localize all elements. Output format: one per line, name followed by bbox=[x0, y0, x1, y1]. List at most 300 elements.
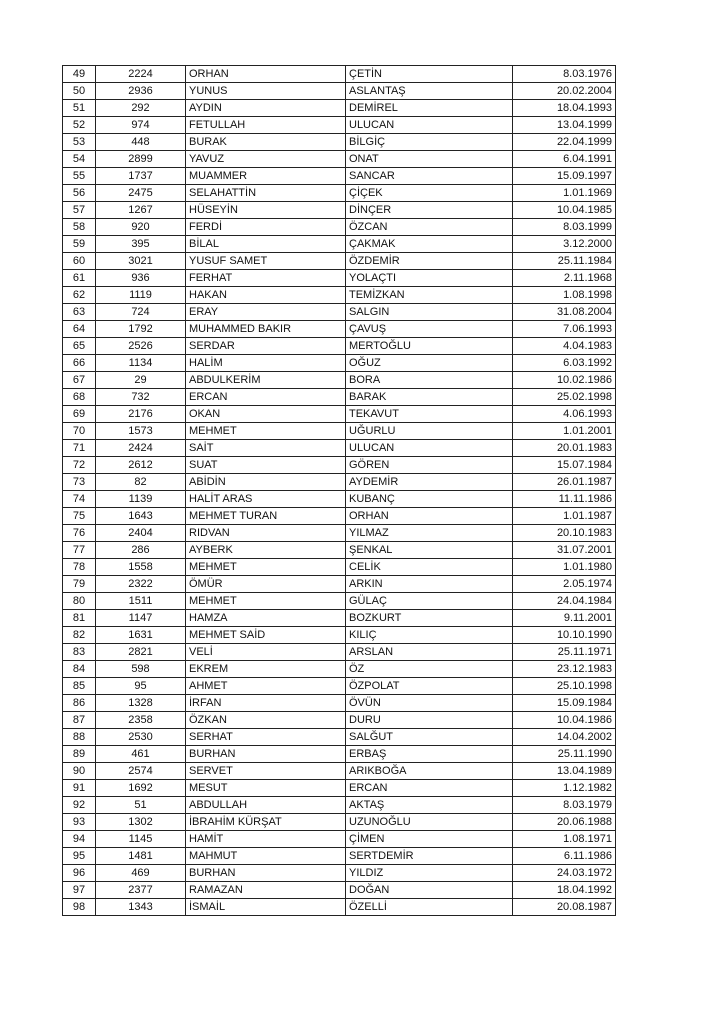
id-number-cell: 51 bbox=[96, 797, 186, 814]
row-number-cell: 77 bbox=[63, 542, 96, 559]
table-row bbox=[63, 185, 616, 202]
birth-date-cell: 8.03.1976 bbox=[513, 66, 616, 83]
birth-date-cell: 25.02.1998 bbox=[513, 389, 616, 406]
row-number-cell: 67 bbox=[63, 372, 96, 389]
row-number-cell: 98 bbox=[63, 899, 96, 916]
birth-date-cell: 24.04.1984 bbox=[513, 593, 616, 610]
last-name-cell: TEMİZKAN bbox=[346, 287, 513, 304]
last-name-cell: OĞUZ bbox=[346, 355, 513, 372]
id-number-cell: 920 bbox=[96, 219, 186, 236]
table-row bbox=[63, 814, 616, 831]
first-name-cell: ORHAN bbox=[186, 66, 346, 83]
last-name-cell: ÖVÜN bbox=[346, 695, 513, 712]
id-number-cell: 1643 bbox=[96, 508, 186, 525]
first-name-cell: MEHMET bbox=[186, 423, 346, 440]
first-name-cell: SERVET bbox=[186, 763, 346, 780]
row-number-cell: 73 bbox=[63, 474, 96, 491]
table-row bbox=[63, 678, 616, 695]
last-name-cell: UZUNOĞLU bbox=[346, 814, 513, 831]
id-number-cell: 1511 bbox=[96, 593, 186, 610]
row-number-cell: 79 bbox=[63, 576, 96, 593]
birth-date-cell: 18.04.1993 bbox=[513, 100, 616, 117]
first-name-cell: MESUT bbox=[186, 780, 346, 797]
first-name-cell: ÖZKAN bbox=[186, 712, 346, 729]
row-number-cell: 56 bbox=[63, 185, 96, 202]
table-row bbox=[63, 151, 616, 168]
last-name-cell: ÇAKMAK bbox=[346, 236, 513, 253]
roster-table-body bbox=[63, 66, 616, 916]
birth-date-cell: 8.03.1979 bbox=[513, 797, 616, 814]
last-name-cell: ARSLAN bbox=[346, 644, 513, 661]
birth-date-cell: 24.03.1972 bbox=[513, 865, 616, 882]
id-number-cell: 1145 bbox=[96, 831, 186, 848]
row-number-cell: 95 bbox=[63, 848, 96, 865]
birth-date-cell: 11.11.1986 bbox=[513, 491, 616, 508]
id-number-cell: 2424 bbox=[96, 440, 186, 457]
last-name-cell: ORHAN bbox=[346, 508, 513, 525]
table-row bbox=[63, 865, 616, 882]
row-number-cell: 78 bbox=[63, 559, 96, 576]
first-name-cell: AHMET bbox=[186, 678, 346, 695]
birth-date-cell: 20.06.1988 bbox=[513, 814, 616, 831]
first-name-cell: ABDULLAH bbox=[186, 797, 346, 814]
last-name-cell: DİNÇER bbox=[346, 202, 513, 219]
table-row bbox=[63, 610, 616, 627]
roster-table bbox=[62, 65, 616, 916]
id-number-cell: 936 bbox=[96, 270, 186, 287]
last-name-cell: SALGIN bbox=[346, 304, 513, 321]
table-row bbox=[63, 236, 616, 253]
row-number-cell: 90 bbox=[63, 763, 96, 780]
row-number-cell: 62 bbox=[63, 287, 96, 304]
row-number-cell: 58 bbox=[63, 219, 96, 236]
row-number-cell: 72 bbox=[63, 457, 96, 474]
table-row bbox=[63, 559, 616, 576]
last-name-cell: ÖZPOLAT bbox=[346, 678, 513, 695]
row-number-cell: 55 bbox=[63, 168, 96, 185]
birth-date-cell: 25.10.1998 bbox=[513, 678, 616, 695]
birth-date-cell: 2.11.1968 bbox=[513, 270, 616, 287]
first-name-cell: VELİ bbox=[186, 644, 346, 661]
last-name-cell: ERCAN bbox=[346, 780, 513, 797]
last-name-cell: ÇAVUŞ bbox=[346, 321, 513, 338]
table-row bbox=[63, 440, 616, 457]
last-name-cell: ÇİMEN bbox=[346, 831, 513, 848]
birth-date-cell: 14.04.2002 bbox=[513, 729, 616, 746]
first-name-cell: İBRAHİM KÜRŞAT bbox=[186, 814, 346, 831]
last-name-cell: ÖZCAN bbox=[346, 219, 513, 236]
table-row bbox=[63, 372, 616, 389]
table-row bbox=[63, 66, 616, 83]
first-name-cell: SELAHATTİN bbox=[186, 185, 346, 202]
last-name-cell: KUBANÇ bbox=[346, 491, 513, 508]
table-row bbox=[63, 661, 616, 678]
id-number-cell: 82 bbox=[96, 474, 186, 491]
id-number-cell: 95 bbox=[96, 678, 186, 695]
birth-date-cell: 15.09.1984 bbox=[513, 695, 616, 712]
last-name-cell: KILIÇ bbox=[346, 627, 513, 644]
last-name-cell: ÖZDEMİR bbox=[346, 253, 513, 270]
id-number-cell: 1481 bbox=[96, 848, 186, 865]
table-row bbox=[63, 202, 616, 219]
id-number-cell: 1328 bbox=[96, 695, 186, 712]
birth-date-cell: 1.08.1971 bbox=[513, 831, 616, 848]
id-number-cell: 732 bbox=[96, 389, 186, 406]
row-number-cell: 89 bbox=[63, 746, 96, 763]
id-number-cell: 2475 bbox=[96, 185, 186, 202]
table-row bbox=[63, 270, 616, 287]
last-name-cell: AKTAŞ bbox=[346, 797, 513, 814]
first-name-cell: MUAMMER bbox=[186, 168, 346, 185]
row-number-cell: 75 bbox=[63, 508, 96, 525]
row-number-cell: 70 bbox=[63, 423, 96, 440]
last-name-cell: CELİK bbox=[346, 559, 513, 576]
birth-date-cell: 25.11.1971 bbox=[513, 644, 616, 661]
last-name-cell: SANCAR bbox=[346, 168, 513, 185]
birth-date-cell: 15.07.1984 bbox=[513, 457, 616, 474]
first-name-cell: RIDVAN bbox=[186, 525, 346, 542]
table-row bbox=[63, 899, 616, 916]
first-name-cell: HALİM bbox=[186, 355, 346, 372]
id-number-cell: 395 bbox=[96, 236, 186, 253]
first-name-cell: YUSUF SAMET bbox=[186, 253, 346, 270]
id-number-cell: 1147 bbox=[96, 610, 186, 627]
table-row bbox=[63, 134, 616, 151]
last-name-cell: BARAK bbox=[346, 389, 513, 406]
first-name-cell: AYDIN bbox=[186, 100, 346, 117]
first-name-cell: ERCAN bbox=[186, 389, 346, 406]
last-name-cell: BİLGİÇ bbox=[346, 134, 513, 151]
last-name-cell: ARKIN bbox=[346, 576, 513, 593]
first-name-cell: FETULLAH bbox=[186, 117, 346, 134]
id-number-cell: 2224 bbox=[96, 66, 186, 83]
row-number-cell: 93 bbox=[63, 814, 96, 831]
birth-date-cell: 10.04.1985 bbox=[513, 202, 616, 219]
row-number-cell: 87 bbox=[63, 712, 96, 729]
id-number-cell: 2574 bbox=[96, 763, 186, 780]
table-row bbox=[63, 627, 616, 644]
last-name-cell: ŞENKAL bbox=[346, 542, 513, 559]
table-row bbox=[63, 321, 616, 338]
first-name-cell: ABİDİN bbox=[186, 474, 346, 491]
table-row bbox=[63, 389, 616, 406]
last-name-cell: ÇİÇEK bbox=[346, 185, 513, 202]
table-row bbox=[63, 763, 616, 780]
id-number-cell: 461 bbox=[96, 746, 186, 763]
id-number-cell: 2612 bbox=[96, 457, 186, 474]
row-number-cell: 59 bbox=[63, 236, 96, 253]
first-name-cell: HAKAN bbox=[186, 287, 346, 304]
row-number-cell: 53 bbox=[63, 134, 96, 151]
table-row bbox=[63, 423, 616, 440]
id-number-cell: 2936 bbox=[96, 83, 186, 100]
table-row bbox=[63, 100, 616, 117]
row-number-cell: 80 bbox=[63, 593, 96, 610]
id-number-cell: 1558 bbox=[96, 559, 186, 576]
first-name-cell: YAVUZ bbox=[186, 151, 346, 168]
birth-date-cell: 7.06.1993 bbox=[513, 321, 616, 338]
id-number-cell: 2530 bbox=[96, 729, 186, 746]
first-name-cell: HAMİT bbox=[186, 831, 346, 848]
last-name-cell: AYDEMİR bbox=[346, 474, 513, 491]
last-name-cell: SALĞUT bbox=[346, 729, 513, 746]
row-number-cell: 97 bbox=[63, 882, 96, 899]
table-row bbox=[63, 831, 616, 848]
last-name-cell: ULUCAN bbox=[346, 440, 513, 457]
row-number-cell: 57 bbox=[63, 202, 96, 219]
birth-date-cell: 3.12.2000 bbox=[513, 236, 616, 253]
id-number-cell: 286 bbox=[96, 542, 186, 559]
row-number-cell: 92 bbox=[63, 797, 96, 814]
table-row bbox=[63, 729, 616, 746]
id-number-cell: 724 bbox=[96, 304, 186, 321]
first-name-cell: HALİT ARAS bbox=[186, 491, 346, 508]
table-row bbox=[63, 644, 616, 661]
first-name-cell: İRFAN bbox=[186, 695, 346, 712]
birth-date-cell: 20.10.1983 bbox=[513, 525, 616, 542]
first-name-cell: İSMAİL bbox=[186, 899, 346, 916]
row-number-cell: 85 bbox=[63, 678, 96, 695]
table-row bbox=[63, 848, 616, 865]
birth-date-cell: 10.02.1986 bbox=[513, 372, 616, 389]
row-number-cell: 83 bbox=[63, 644, 96, 661]
table-row bbox=[63, 219, 616, 236]
row-number-cell: 52 bbox=[63, 117, 96, 134]
last-name-cell: UĞURLU bbox=[346, 423, 513, 440]
row-number-cell: 68 bbox=[63, 389, 96, 406]
table-row bbox=[63, 508, 616, 525]
table-row bbox=[63, 576, 616, 593]
first-name-cell: SERHAT bbox=[186, 729, 346, 746]
birth-date-cell: 6.11.1986 bbox=[513, 848, 616, 865]
last-name-cell: YILMAZ bbox=[346, 525, 513, 542]
row-number-cell: 82 bbox=[63, 627, 96, 644]
first-name-cell: SAİT bbox=[186, 440, 346, 457]
birth-date-cell: 26.01.1987 bbox=[513, 474, 616, 491]
last-name-cell: ÖZ bbox=[346, 661, 513, 678]
first-name-cell: ÖMÜR bbox=[186, 576, 346, 593]
row-number-cell: 96 bbox=[63, 865, 96, 882]
id-number-cell: 2821 bbox=[96, 644, 186, 661]
first-name-cell: YUNUS bbox=[186, 83, 346, 100]
first-name-cell: FERDİ bbox=[186, 219, 346, 236]
birth-date-cell: 1.08.1998 bbox=[513, 287, 616, 304]
birth-date-cell: 6.03.1992 bbox=[513, 355, 616, 372]
birth-date-cell: 1.12.1982 bbox=[513, 780, 616, 797]
row-number-cell: 81 bbox=[63, 610, 96, 627]
birth-date-cell: 8.03.1999 bbox=[513, 219, 616, 236]
id-number-cell: 1631 bbox=[96, 627, 186, 644]
first-name-cell: MEHMET SAİD bbox=[186, 627, 346, 644]
row-number-cell: 84 bbox=[63, 661, 96, 678]
id-number-cell: 598 bbox=[96, 661, 186, 678]
last-name-cell: YOLAÇTI bbox=[346, 270, 513, 287]
id-number-cell: 1119 bbox=[96, 287, 186, 304]
table-row bbox=[63, 83, 616, 100]
row-number-cell: 54 bbox=[63, 151, 96, 168]
birth-date-cell: 13.04.1999 bbox=[513, 117, 616, 134]
last-name-cell: SERTDEMİR bbox=[346, 848, 513, 865]
first-name-cell: BİLAL bbox=[186, 236, 346, 253]
first-name-cell: BURHAN bbox=[186, 746, 346, 763]
first-name-cell: BURHAN bbox=[186, 865, 346, 882]
id-number-cell: 2358 bbox=[96, 712, 186, 729]
row-number-cell: 64 bbox=[63, 321, 96, 338]
last-name-cell: MERTOĞLU bbox=[346, 338, 513, 355]
id-number-cell: 2899 bbox=[96, 151, 186, 168]
row-number-cell: 49 bbox=[63, 66, 96, 83]
id-number-cell: 1139 bbox=[96, 491, 186, 508]
table-row bbox=[63, 695, 616, 712]
table-row bbox=[63, 338, 616, 355]
row-number-cell: 86 bbox=[63, 695, 96, 712]
birth-date-cell: 31.07.2001 bbox=[513, 542, 616, 559]
table-row bbox=[63, 474, 616, 491]
last-name-cell: ONAT bbox=[346, 151, 513, 168]
first-name-cell: MEHMET bbox=[186, 593, 346, 610]
first-name-cell: OKAN bbox=[186, 406, 346, 423]
last-name-cell: ÇETİN bbox=[346, 66, 513, 83]
last-name-cell: ARIKBOĞA bbox=[346, 763, 513, 780]
birth-date-cell: 2.05.1974 bbox=[513, 576, 616, 593]
id-number-cell: 1792 bbox=[96, 321, 186, 338]
first-name-cell: BURAK bbox=[186, 134, 346, 151]
last-name-cell: YILDIZ bbox=[346, 865, 513, 882]
birth-date-cell: 23.12.1983 bbox=[513, 661, 616, 678]
id-number-cell: 2322 bbox=[96, 576, 186, 593]
row-number-cell: 94 bbox=[63, 831, 96, 848]
id-number-cell: 448 bbox=[96, 134, 186, 151]
table-row bbox=[63, 491, 616, 508]
table-row bbox=[63, 882, 616, 899]
first-name-cell: FERHAT bbox=[186, 270, 346, 287]
birth-date-cell: 10.04.1986 bbox=[513, 712, 616, 729]
row-number-cell: 74 bbox=[63, 491, 96, 508]
table-row bbox=[63, 304, 616, 321]
birth-date-cell: 9.11.2001 bbox=[513, 610, 616, 627]
last-name-cell: DEMİREL bbox=[346, 100, 513, 117]
row-number-cell: 65 bbox=[63, 338, 96, 355]
id-number-cell: 2526 bbox=[96, 338, 186, 355]
table-row bbox=[63, 406, 616, 423]
first-name-cell: MEHMET TURAN bbox=[186, 508, 346, 525]
birth-date-cell: 20.08.1987 bbox=[513, 899, 616, 916]
id-number-cell: 3021 bbox=[96, 253, 186, 270]
row-number-cell: 50 bbox=[63, 83, 96, 100]
table-row bbox=[63, 525, 616, 542]
id-number-cell: 2176 bbox=[96, 406, 186, 423]
id-number-cell: 1343 bbox=[96, 899, 186, 916]
id-number-cell: 974 bbox=[96, 117, 186, 134]
birth-date-cell: 6.04.1991 bbox=[513, 151, 616, 168]
birth-date-cell: 22.04.1999 bbox=[513, 134, 616, 151]
id-number-cell: 2377 bbox=[96, 882, 186, 899]
id-number-cell: 1302 bbox=[96, 814, 186, 831]
last-name-cell: DURU bbox=[346, 712, 513, 729]
last-name-cell: ULUCAN bbox=[346, 117, 513, 134]
table-row bbox=[63, 712, 616, 729]
row-number-cell: 76 bbox=[63, 525, 96, 542]
birth-date-cell: 1.01.2001 bbox=[513, 423, 616, 440]
row-number-cell: 91 bbox=[63, 780, 96, 797]
birth-date-cell: 10.10.1990 bbox=[513, 627, 616, 644]
first-name-cell: RAMAZAN bbox=[186, 882, 346, 899]
table-row bbox=[63, 117, 616, 134]
id-number-cell: 292 bbox=[96, 100, 186, 117]
last-name-cell: ÖZELLİ bbox=[346, 899, 513, 916]
birth-date-cell: 25.11.1990 bbox=[513, 746, 616, 763]
id-number-cell: 29 bbox=[96, 372, 186, 389]
row-number-cell: 63 bbox=[63, 304, 96, 321]
first-name-cell: SUAT bbox=[186, 457, 346, 474]
birth-date-cell: 4.04.1983 bbox=[513, 338, 616, 355]
id-number-cell: 1737 bbox=[96, 168, 186, 185]
id-number-cell: 1267 bbox=[96, 202, 186, 219]
birth-date-cell: 20.01.1983 bbox=[513, 440, 616, 457]
first-name-cell: EKREM bbox=[186, 661, 346, 678]
first-name-cell: SERDAR bbox=[186, 338, 346, 355]
first-name-cell: MEHMET bbox=[186, 559, 346, 576]
first-name-cell: MUHAMMED BAKIR bbox=[186, 321, 346, 338]
first-name-cell: HÜSEYİN bbox=[186, 202, 346, 219]
table-row bbox=[63, 287, 616, 304]
table-row bbox=[63, 542, 616, 559]
birth-date-cell: 4.06.1993 bbox=[513, 406, 616, 423]
first-name-cell: ERAY bbox=[186, 304, 346, 321]
birth-date-cell: 25.11.1984 bbox=[513, 253, 616, 270]
birth-date-cell: 18.04.1992 bbox=[513, 882, 616, 899]
row-number-cell: 66 bbox=[63, 355, 96, 372]
birth-date-cell: 1.01.1987 bbox=[513, 508, 616, 525]
birth-date-cell: 15.09.1997 bbox=[513, 168, 616, 185]
last-name-cell: ASLANTAŞ bbox=[346, 83, 513, 100]
row-number-cell: 69 bbox=[63, 406, 96, 423]
row-number-cell: 60 bbox=[63, 253, 96, 270]
table-row bbox=[63, 797, 616, 814]
id-number-cell: 469 bbox=[96, 865, 186, 882]
table-row bbox=[63, 253, 616, 270]
table-row bbox=[63, 780, 616, 797]
table-row bbox=[63, 355, 616, 372]
last-name-cell: ERBAŞ bbox=[346, 746, 513, 763]
table-row bbox=[63, 168, 616, 185]
row-number-cell: 71 bbox=[63, 440, 96, 457]
first-name-cell: AYBERK bbox=[186, 542, 346, 559]
last-name-cell: DOĞAN bbox=[346, 882, 513, 899]
first-name-cell: ABDULKERİM bbox=[186, 372, 346, 389]
table-row bbox=[63, 746, 616, 763]
row-number-cell: 51 bbox=[63, 100, 96, 117]
birth-date-cell: 1.01.1969 bbox=[513, 185, 616, 202]
id-number-cell: 1134 bbox=[96, 355, 186, 372]
last-name-cell: BOZKURT bbox=[346, 610, 513, 627]
last-name-cell: GÜLAÇ bbox=[346, 593, 513, 610]
birth-date-cell: 1.01.1980 bbox=[513, 559, 616, 576]
birth-date-cell: 31.08.2004 bbox=[513, 304, 616, 321]
id-number-cell: 2404 bbox=[96, 525, 186, 542]
birth-date-cell: 13.04.1989 bbox=[513, 763, 616, 780]
row-number-cell: 61 bbox=[63, 270, 96, 287]
table-row bbox=[63, 593, 616, 610]
id-number-cell: 1573 bbox=[96, 423, 186, 440]
last-name-cell: TEKAVUT bbox=[346, 406, 513, 423]
row-number-cell: 88 bbox=[63, 729, 96, 746]
first-name-cell: MAHMUT bbox=[186, 848, 346, 865]
last-name-cell: BORA bbox=[346, 372, 513, 389]
first-name-cell: HAMZA bbox=[186, 610, 346, 627]
table-row bbox=[63, 457, 616, 474]
id-number-cell: 1692 bbox=[96, 780, 186, 797]
